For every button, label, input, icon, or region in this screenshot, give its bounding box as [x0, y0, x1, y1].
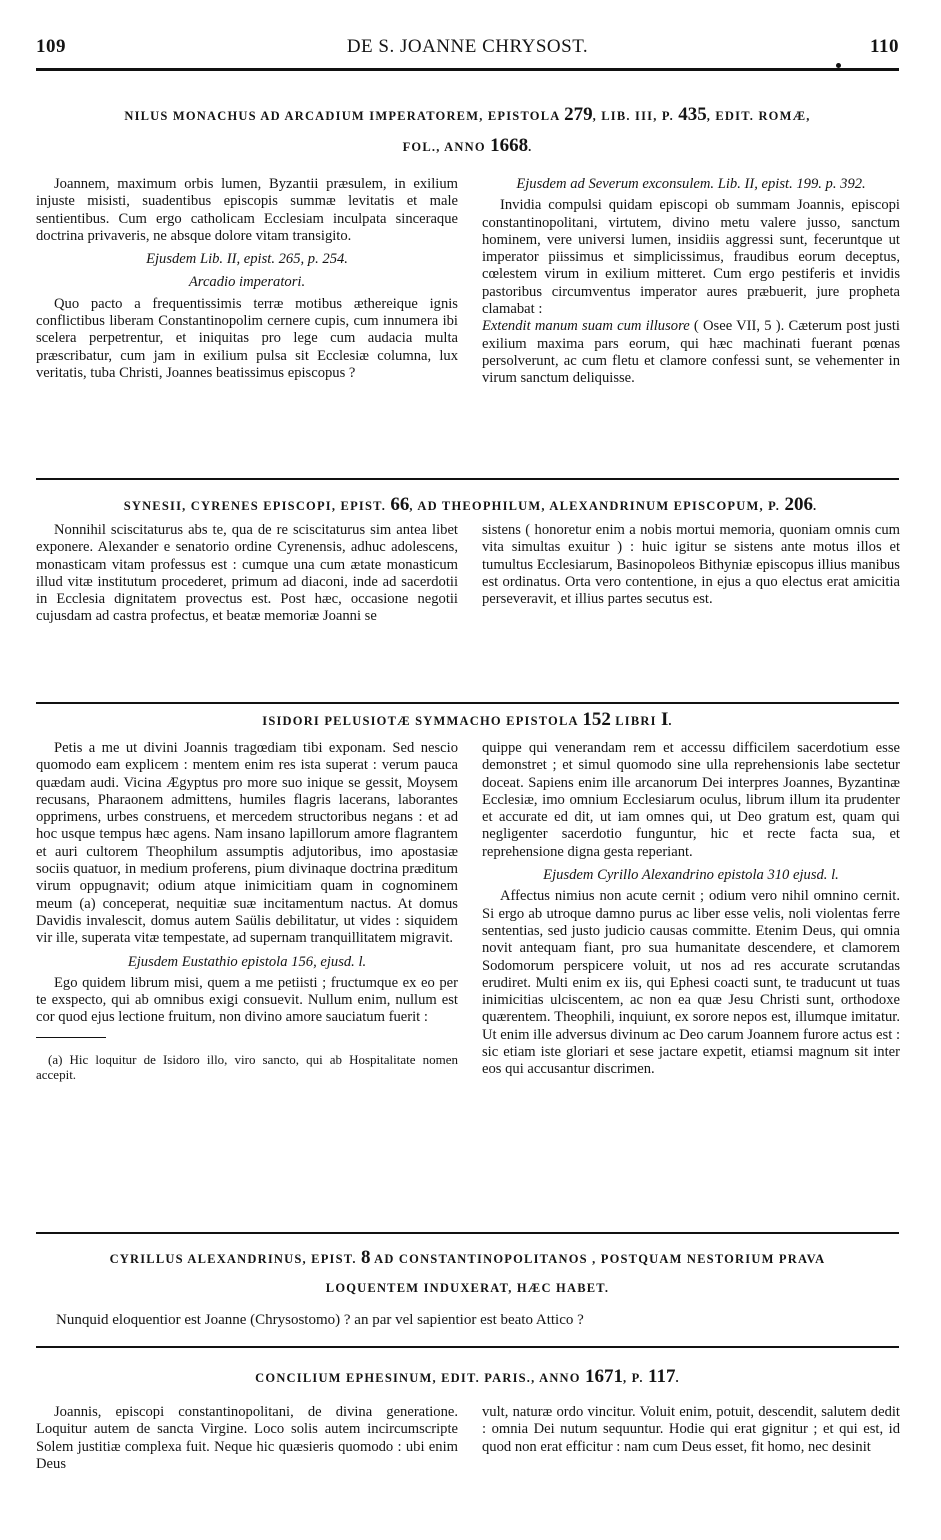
paragraph: sistens ( honoretur enim a nobis mortui memoria, quoniam omnis cum vita simultas exuitur ) : huic igitur se sistens ante motus illos et tumultus Ecclesiarum, Basinopoleos Bithyniæ episcopus illius manibus est ordinatus. Orta vero contentione, in ejus a quo electus erat amicitia perseveravit, et illius partes secutus est.: [482, 522, 900, 608]
heading-text: .: [668, 714, 673, 728]
heading-number: 279: [564, 104, 593, 125]
heading-text: .: [675, 1371, 680, 1385]
paragraph: Affectus nimius non acute cernit ; odium vero nihil omnino cernit. Si ergo ab utroque damno purus ac liber esse velis, noli violentas ferre sententias, sed justo judicio causas committe. Etenim Deus, qui omnia novit antequam fiant, pro sua humanitate descendere, et clamorem Sodomorum perspicere voluit, ut nos ad res accurate scrutandas erudiret. Multi enim ex iis, qui Ephesi coacti sunt, te traducunt ut tuas inimicitias ulciscentem, ac non ea quæ Jesu Christi sunt, orthodoxe quærentem. Theophili, inquiunt, ex sorore nepos est, illumque imitatur. Ut enim ille adversus divinum ac Deo carum Joannem furore actus est : sic etiam iste gloriari et sese jactare expetit, etiamsi magnum sit inter eos qui accusantur discrimen.: [482, 888, 900, 1078]
section3-left-column: [36, 740, 458, 1082]
section5-right-column: [482, 1404, 900, 1456]
heading-number: 1671: [585, 1366, 624, 1387]
heading-number: 66: [390, 494, 410, 515]
section-heading-cyril: [36, 1243, 899, 1303]
heading-number: 8: [361, 1247, 371, 1268]
subheading: Ejusdem Lib. II, epist. 265, p. 254.: [146, 251, 348, 268]
section1-right-column: [482, 176, 900, 388]
paragraph: Petis a me ut divini Joannis tragœdiam tibi exponam. Sed nescio quomodo eam explicem : mentem enim res ista superat : verum pauca quædam audi. Vicina Ægyptus pro more suo inique se gessit, Moysem recusans, Pharaonem admittens, humiles flagris lacerans, laborantes opprimens, urbes construens, et mercedem structoribus negans : et ad hoc usque tempus hæc agens. Nam insano lapillorum amore flagrantem et auri cultorem Theophilum assumptis adjutoribus, imo apostasiæ sociis quatuor, in medium proferens, pium divinaque doctrina præditum virum oppugnavit; odium atque inimicitiam quam in cognominem meum (a) conceperat, nequitiæ suæ incitamentum nactus. At domus Davidis invalescit, domus autem Saülis debilitatur, ut vides : siquidem vir ille, superata vitæ tempestate, ad supernam tranquillitatem migravit.: [36, 740, 458, 947]
cyril-quotation: Nunquid eloquentior est Joanne (Chrysostomo) ? an par vel sapientior est beato Attico ?: [56, 1312, 584, 1328]
heading-number: 152: [582, 709, 611, 730]
subheading: Arcadio imperatori.: [188, 274, 306, 291]
subheading: Ejusdem Cyrillo Alexandrino epistola 310 ejusd. l.: [543, 867, 839, 884]
paragraph: [482, 197, 900, 387]
section2-left-column: [36, 522, 458, 626]
paragraph: vult, naturæ ordo vincitur. Voluit enim, potuit, descendit, salutem dedit : omnia Dei nutum sequuntur. Hodie qui erat gignitur ; et qui est, id quod non erat efficitur : nam cum Deus esset, fit homo, nec desinit: [482, 1404, 900, 1455]
page-number-right: 110: [870, 36, 899, 57]
paragraph: Nonnihil sciscitaturus abs te, qua de re sciscitaturus sim antea libet exponere. Alexander e senatorio ordine Cyrenensis, adhuc adolescens, monasticam vitam professus est : cumque una cum ætate monasticum illud vitæ institutum procederet, primum ad diaconi, inde ad sacerdotii in Ecclesia dignitatem provectus est. Post hæc, occasione negotii cujusdam ad castra profectus, et beatæ memoriæ Joanni se: [36, 522, 458, 625]
paragraph: quippe qui venerandam rem et accessu difficilem sacerdotium esse demonstret ; et simul quomodo sine ulla reprehensionis labe sectetur doceat. Sapiens enim ille arcanorum Dei interpres Joannes, Byzantinæ Ecclesiæ, imo omnium Ecclesiarum oculus, librum illum ita prudenter et accurate ed dit, ut iam omnes qui, ut Deo gratum est, quam qui negligenter sacerdotio funguntur, hic et recte facta sua, et reprehensione digna gesta reperiant.: [482, 740, 900, 860]
ink-dot: [836, 63, 841, 68]
heading-text: CONCILIUM EPHESINUM, EDIT. PARIS., ANNO: [255, 1371, 586, 1385]
heading-text: LOQUENTEM INDUXERAT, HÆC HABET.: [325, 1281, 610, 1295]
page-number-left: 109: [36, 36, 66, 57]
heading-text: , P.: [623, 1371, 649, 1385]
heading-number: 435: [678, 104, 707, 125]
section5-left-column: [36, 1404, 458, 1473]
footnote: (a) Hic loquitur de Isidoro illo, viro sancto, qui ab Hospitalitate nomen accepit.: [36, 1051, 458, 1082]
section-heading-synesius: [36, 490, 905, 521]
running-head: [36, 36, 899, 60]
section3-right-column: [482, 740, 900, 1079]
heading-text: AD CONSTANTINOPOLITANOS , POSTQUAM NESTORIUM PRAVA: [370, 1252, 826, 1266]
subheading: Ejusdem ad Severum exconsulem. Lib. II, epist. 199. p. 392.: [516, 176, 866, 192]
footnote-rule: [36, 1037, 106, 1038]
section-heading-nilus: [36, 100, 899, 162]
subheading: Ejusdem Eustathio epistola 156, ejusd. l.: [127, 953, 367, 970]
heading-text: .: [528, 140, 533, 154]
paragraph-text: Cæterum post justi exilium maxima pars eorum, qui hæc machinati fuerant pœnas persolverunt, ac cum fletu et clamore confessi sunt, se vehementer in virum sanctum deliquisse.: [482, 318, 900, 387]
heading-text: , LIB. III, P.: [592, 109, 679, 123]
paragraph: Joannem, maximum orbis lumen, Byzantii præsulem, in exilium injuste misisti, suadentibus episcopis summæ levitatis et male sentientibus. Cum ergo catholicam Ecclesiam inculpata sinceraque doctrina privaveris, ne absque dolore vitam transigito.: [36, 176, 458, 244]
heading-text: .: [812, 499, 818, 513]
scripture-reference: ( Osee VII, 5 ).: [689, 318, 785, 335]
paragraph: Ego quidem librum misi, quem a me petiisti ; fructumque ex eo per te exspecto, qui ab omnibus exigi consuevit. Nullum enim, nullum est cor quod ejus lectione fruitum, non divino amore sauciatum fuerit :: [36, 974, 458, 1026]
paragraph: Quo pacto a frequentissimis terræ motibus æthereique ignis conflictibus liberam Constantinopolim cernere cupis, cum innumera ibi scelera perpetrentur, et iniquitas pro lege cum audacia multa præscribatur, cum jam in exilium pulsa sit Ecclesiæ columna, lux veritatis, tuba Christi, Joannes beatissimus episcopus ?: [36, 295, 458, 381]
heading-text: FOL., ANNO: [402, 140, 491, 154]
paragraph: Joannis, episcopi constantinopolitani, de divina generatione. Loquitur autem de sancta Virgine. Loco solis autem incircumscripte Solem justitiæ complexa fuit. Neque hic quæsieris quomodo : ubi enim Deus: [36, 1404, 458, 1472]
section-rule: [36, 702, 899, 704]
section2-right-column: [482, 522, 900, 608]
section-rule: [36, 1346, 899, 1348]
section-heading-isidore: [36, 705, 899, 736]
section-heading-ephesus: [36, 1362, 899, 1393]
heading-text: LIBRI: [610, 714, 661, 728]
heading-number: 206: [784, 494, 813, 515]
heading-number: 117: [648, 1366, 676, 1387]
section-rule: [36, 1232, 899, 1234]
heading-text: CYRILLUS ALEXANDRINUS, EPIST.: [109, 1252, 362, 1266]
paragraph-text: Invidia compulsi quidam episcopi ob summam Joannis, episcopi constantinopolitani, virtutem, divino metu valere jusso, sanctum hominem, vere universi lumen, insidiis aggressi sunt, feceruntque ut imperator piissimus et simplicissimus, fraudibus eorum deceptus, cœlestem virum in exilium mitteret. Cum ergo pestiferis et invidis pastoribus circumventus imperator aures præbuerit, jure propheta clamabat :: [482, 197, 900, 318]
heading-text: ISIDORI PELUSIOTÆ SYMMACHO EPISTOLA: [262, 714, 583, 728]
heading-number: 1668: [490, 135, 529, 156]
heading-text: NILUS MONACHUS AD ARCADIUM IMPERATOREM, EPISTOLA: [124, 109, 565, 123]
heading-text: , AD THEOPHILUM, ALEXANDRINUM EPISCOPUM, P.: [409, 499, 785, 513]
scripture-quote: Extendit manum suam cum illusore: [482, 318, 690, 335]
heading-number: I: [660, 709, 669, 730]
running-title: DE S. JOANNE CHRYSOST.: [346, 36, 589, 57]
section-rule: [36, 478, 899, 480]
heading-text: , EDIT. ROMÆ,: [706, 109, 811, 123]
heading-text: SYNESII, CYRENES EPISCOPI, EPIST.: [123, 499, 391, 513]
header-rule: [36, 68, 899, 71]
section1-left-column: [36, 176, 458, 382]
